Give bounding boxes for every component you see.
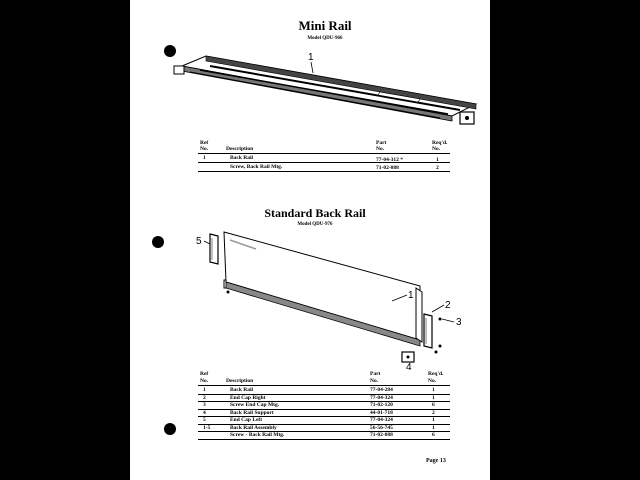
col-req-header: Req'd. [432, 140, 448, 146]
col-part-header: No. [370, 378, 379, 384]
table-row-part: 71-02-088 [370, 432, 393, 438]
table-row-part: 77-04-324 [370, 394, 393, 401]
page-number: Page 13 [426, 458, 446, 464]
table-row-desc: Back Rail [230, 155, 254, 161]
col-ref-header: Ref [200, 140, 209, 146]
table-row-ref: 3 [203, 402, 206, 408]
table-row-part: 77-04-324 [370, 417, 393, 423]
table-row-part: 71-02-120 [370, 402, 393, 408]
table-row-req: 1 [432, 424, 435, 431]
callout-2: 2 [445, 300, 451, 311]
col-ref-header: No. [200, 378, 209, 384]
table-row-part: 77-04-284 [370, 387, 393, 393]
table-row-ref: 1 [203, 155, 206, 161]
table-row-req: 2 [436, 165, 439, 171]
mini-rail-model: Model QDU-966 [307, 36, 343, 41]
table-row-desc: End Cap Left [230, 417, 263, 423]
standard-back-rail-drawing [130, 0, 490, 380]
col-part-header: Part [376, 140, 387, 146]
col-part-header: No. [376, 146, 385, 152]
callout-4: 4 [406, 362, 412, 373]
callout-5: 5 [196, 236, 202, 247]
table-row-req: 1 [436, 157, 439, 163]
callout-1: 1 [308, 52, 314, 63]
col-req-header: Req'd. [428, 371, 444, 377]
col-ref-header: Ref [200, 371, 209, 377]
table-row-req: 1 [432, 387, 435, 393]
table-row-desc: Back Rail [230, 387, 254, 393]
col-ref-header: No. [200, 146, 209, 152]
table-row-part: 77-04-312 * [376, 157, 404, 163]
table-row-req: 2 [432, 409, 435, 416]
catalog-page [130, 0, 490, 480]
table-row-ref: 1 [203, 387, 206, 393]
table-row-desc: Back Rail Assembly [230, 424, 277, 431]
table-row-ref: 5 [203, 417, 206, 423]
col-part-header: Part [370, 371, 381, 377]
table-row-part: 56-56-745 [370, 424, 393, 431]
mini-rail-title: Mini Rail [298, 18, 352, 33]
standard-back-rail-model: Model QDU-976 [297, 222, 333, 227]
table-row-req: 1 [432, 394, 435, 401]
header-rule [198, 385, 450, 386]
table-row-desc: Screw End Cap Mtg. [230, 402, 280, 408]
row-rule [198, 439, 450, 440]
table-row-desc: End Cap Right [230, 394, 266, 401]
callout-1: 1 [408, 290, 414, 301]
table-row-req: 6 [432, 402, 435, 408]
table-row-req: 1 [432, 417, 435, 423]
col-req-header: No. [432, 146, 441, 152]
table-row-desc: Back Rail Support [230, 409, 274, 416]
table-row-req: 6 [432, 432, 435, 438]
col-desc-header: Description [226, 146, 254, 152]
table-row-ref: 2 [203, 394, 206, 401]
callout-3: 3 [456, 317, 462, 328]
binder-hole [164, 423, 176, 435]
table-row-desc: Screw, Back Rail Mtg. [230, 164, 283, 170]
table-row-ref: 4 [203, 409, 206, 416]
col-req-header: No. [428, 378, 437, 384]
col-desc-header: Description [226, 378, 254, 384]
table-row-part: 71-02-088 [376, 165, 399, 171]
table-row-part: 44-01-718 [370, 409, 393, 416]
table-row-desc: Screw - Back Rail Mtg. [230, 432, 285, 438]
standard-back-rail-title: Standard Back Rail [264, 206, 366, 220]
table-row-ref: 1-5 [203, 424, 211, 431]
